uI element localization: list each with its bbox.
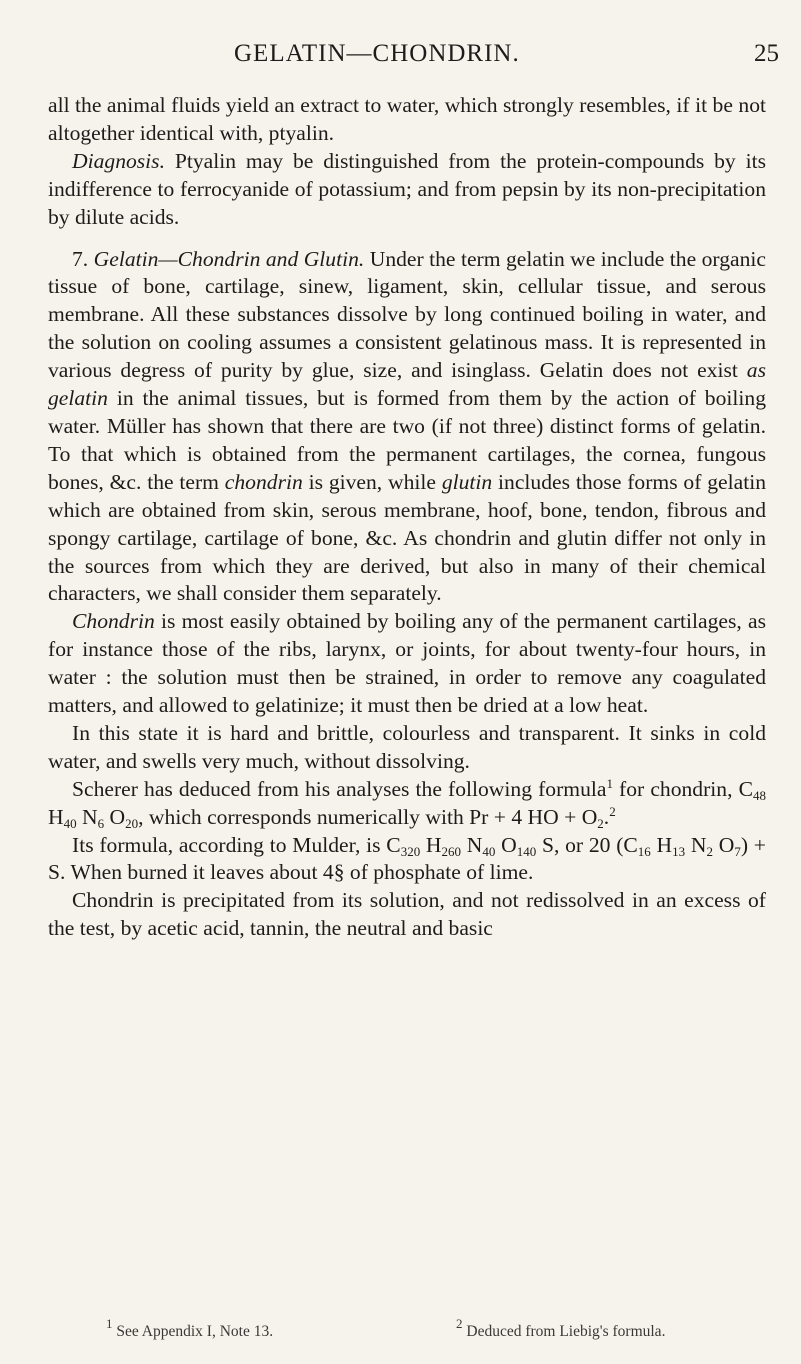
paragraph-ptyalin-continued — [48, 92, 766, 148]
footnote-2-text: Deduced from Liebig's formula. — [466, 1323, 666, 1340]
paragraph-chondrin — [48, 608, 766, 720]
ash-value: 4§ — [322, 860, 345, 885]
mulder-text-a: Its formula, according to Mulder, is — [72, 832, 381, 857]
footnote-2 — [456, 1316, 666, 1342]
gelatin-text-b: in the animal tissues, but is formed from them by the action of boiling water. Müller has shown that there are two (if not three) distinct forms of gelatin. To that which is obtained from the permanent cartilages, the cornea, fungous bones, &c. the term — [48, 386, 766, 494]
properties-text: In this state it is hard and brittle, colourless and transparent. It sinks in cold water, and swells very much, without dissolving. — [48, 720, 766, 773]
scherer-formula: $C_{48}$ $H_{40}$ $N_6$ $O_{20}$, — [48, 776, 766, 831]
paragraph-diagnosis — [48, 148, 766, 232]
chondrin-text: is most easily obtained by boiling any of the permanent cartilages, as for instance those of the ribs, larynx, or joints, for about twenty-four hours, in water : the solution must then be strained, in order to remove any coagulated matters, and allowed to gelatinize; it must then be dried at a low heat. — [48, 609, 766, 718]
section-number: 7. — [72, 246, 89, 271]
mulder-formula: $C_{320}$ $H_{260}$ $N_{40}$ $O_{140}$ S, or 20 ($C_{16}$ $H_{13}$ $N_2$ $O_7) + S$. — [48, 832, 766, 885]
gelatin-text-a: Under the term gelatin we include the organic tissue of bone, cartilage, sinew, ligament, skin, cellular tissue, and serous membrane. All these substances dissolve by long continued boiling in water, and the solution on cooling assumes a consistent gelatinous mass. It is represented in various degress of purity by glue, size, and isinglass. Gelatin does not exist — [48, 246, 766, 383]
scherer-text-b: for chondrin, — [619, 776, 733, 801]
mulder-text-c: of phosphate of lime. — [349, 860, 534, 885]
footnote-1 — [106, 1316, 274, 1342]
gelatin-text-d: includes those forms of gelatin which are obtained from skin, serous membrane, hoof, bone, tendon, fibrous and spongy cartilage, cartilage of bone, &c. As chondrin and glutin differ not only in the sources from which they are derived, but also in many of their chemical characters, we shall consider them separately. — [48, 469, 766, 606]
footnote-1-text: See Appendix I, Note 13. — [116, 1323, 274, 1340]
diagnosis-label: Diagnosis. — [72, 148, 165, 173]
footnote-1-mark: 1 — [106, 1316, 113, 1331]
running-head — [0, 40, 801, 72]
paragraph-properties — [48, 720, 766, 776]
mulder-text-b: When burned it leaves about — [70, 860, 318, 885]
paragraph-gelatin — [48, 246, 766, 609]
emphasis-glutin: glutin — [441, 469, 493, 494]
precipitation-text: Chondrin is precipitated from its solution, and not redissolved in an excess of the test, by acetic acid, tannin, the neutral and basic — [48, 888, 766, 941]
footnote-ref-1: 1 — [606, 775, 613, 791]
footnote-ref-2: 2 — [609, 803, 616, 819]
footnote-2-mark: 2 — [456, 1316, 463, 1331]
running-head-title: GELATIN—CHONDRIN. — [234, 40, 520, 67]
emphasis-chondrin: chondrin — [224, 469, 303, 494]
paragraph-precipitation — [48, 887, 766, 943]
scherer-text-c: which corresponds numerically with — [148, 804, 464, 829]
section-title: Gelatin—Chondrin and Glutin. — [93, 246, 365, 271]
diagnosis-text: Ptyalin may be distinguished from the protein-compounds by its indifference to ferrocyanide of potassium; and from pepsin by its non-precipitation by dilute acids. — [48, 148, 766, 229]
emphasis-as-gelatin: as gelatin — [48, 358, 766, 411]
paragraph-scherer: Scherer has deduced from his analyses the following formula$^1$ for chondrin, $C_{48}$ $H_{40}$ $N_6$ $O_{20}$, which corresponds numerically with Pr + 4 HO + $O_2.^2$ — [48, 775, 766, 831]
body-text — [48, 92, 766, 943]
paragraph-text: all the animal fluids yield an extract to water, which strongly resembles, if it be not altogether identical with, ptyalin. — [48, 93, 766, 145]
scherer-text-a: Scherer has deduced from his analyses the following formula — [72, 776, 607, 801]
protein-formula: Pr + 4 HO + O — [469, 804, 598, 829]
chondrin-label: Chondrin — [72, 609, 155, 634]
paragraph-mulder — [48, 832, 766, 888]
gelatin-text-c: is given, while — [308, 469, 436, 494]
page-number: 25 — [754, 40, 779, 67]
